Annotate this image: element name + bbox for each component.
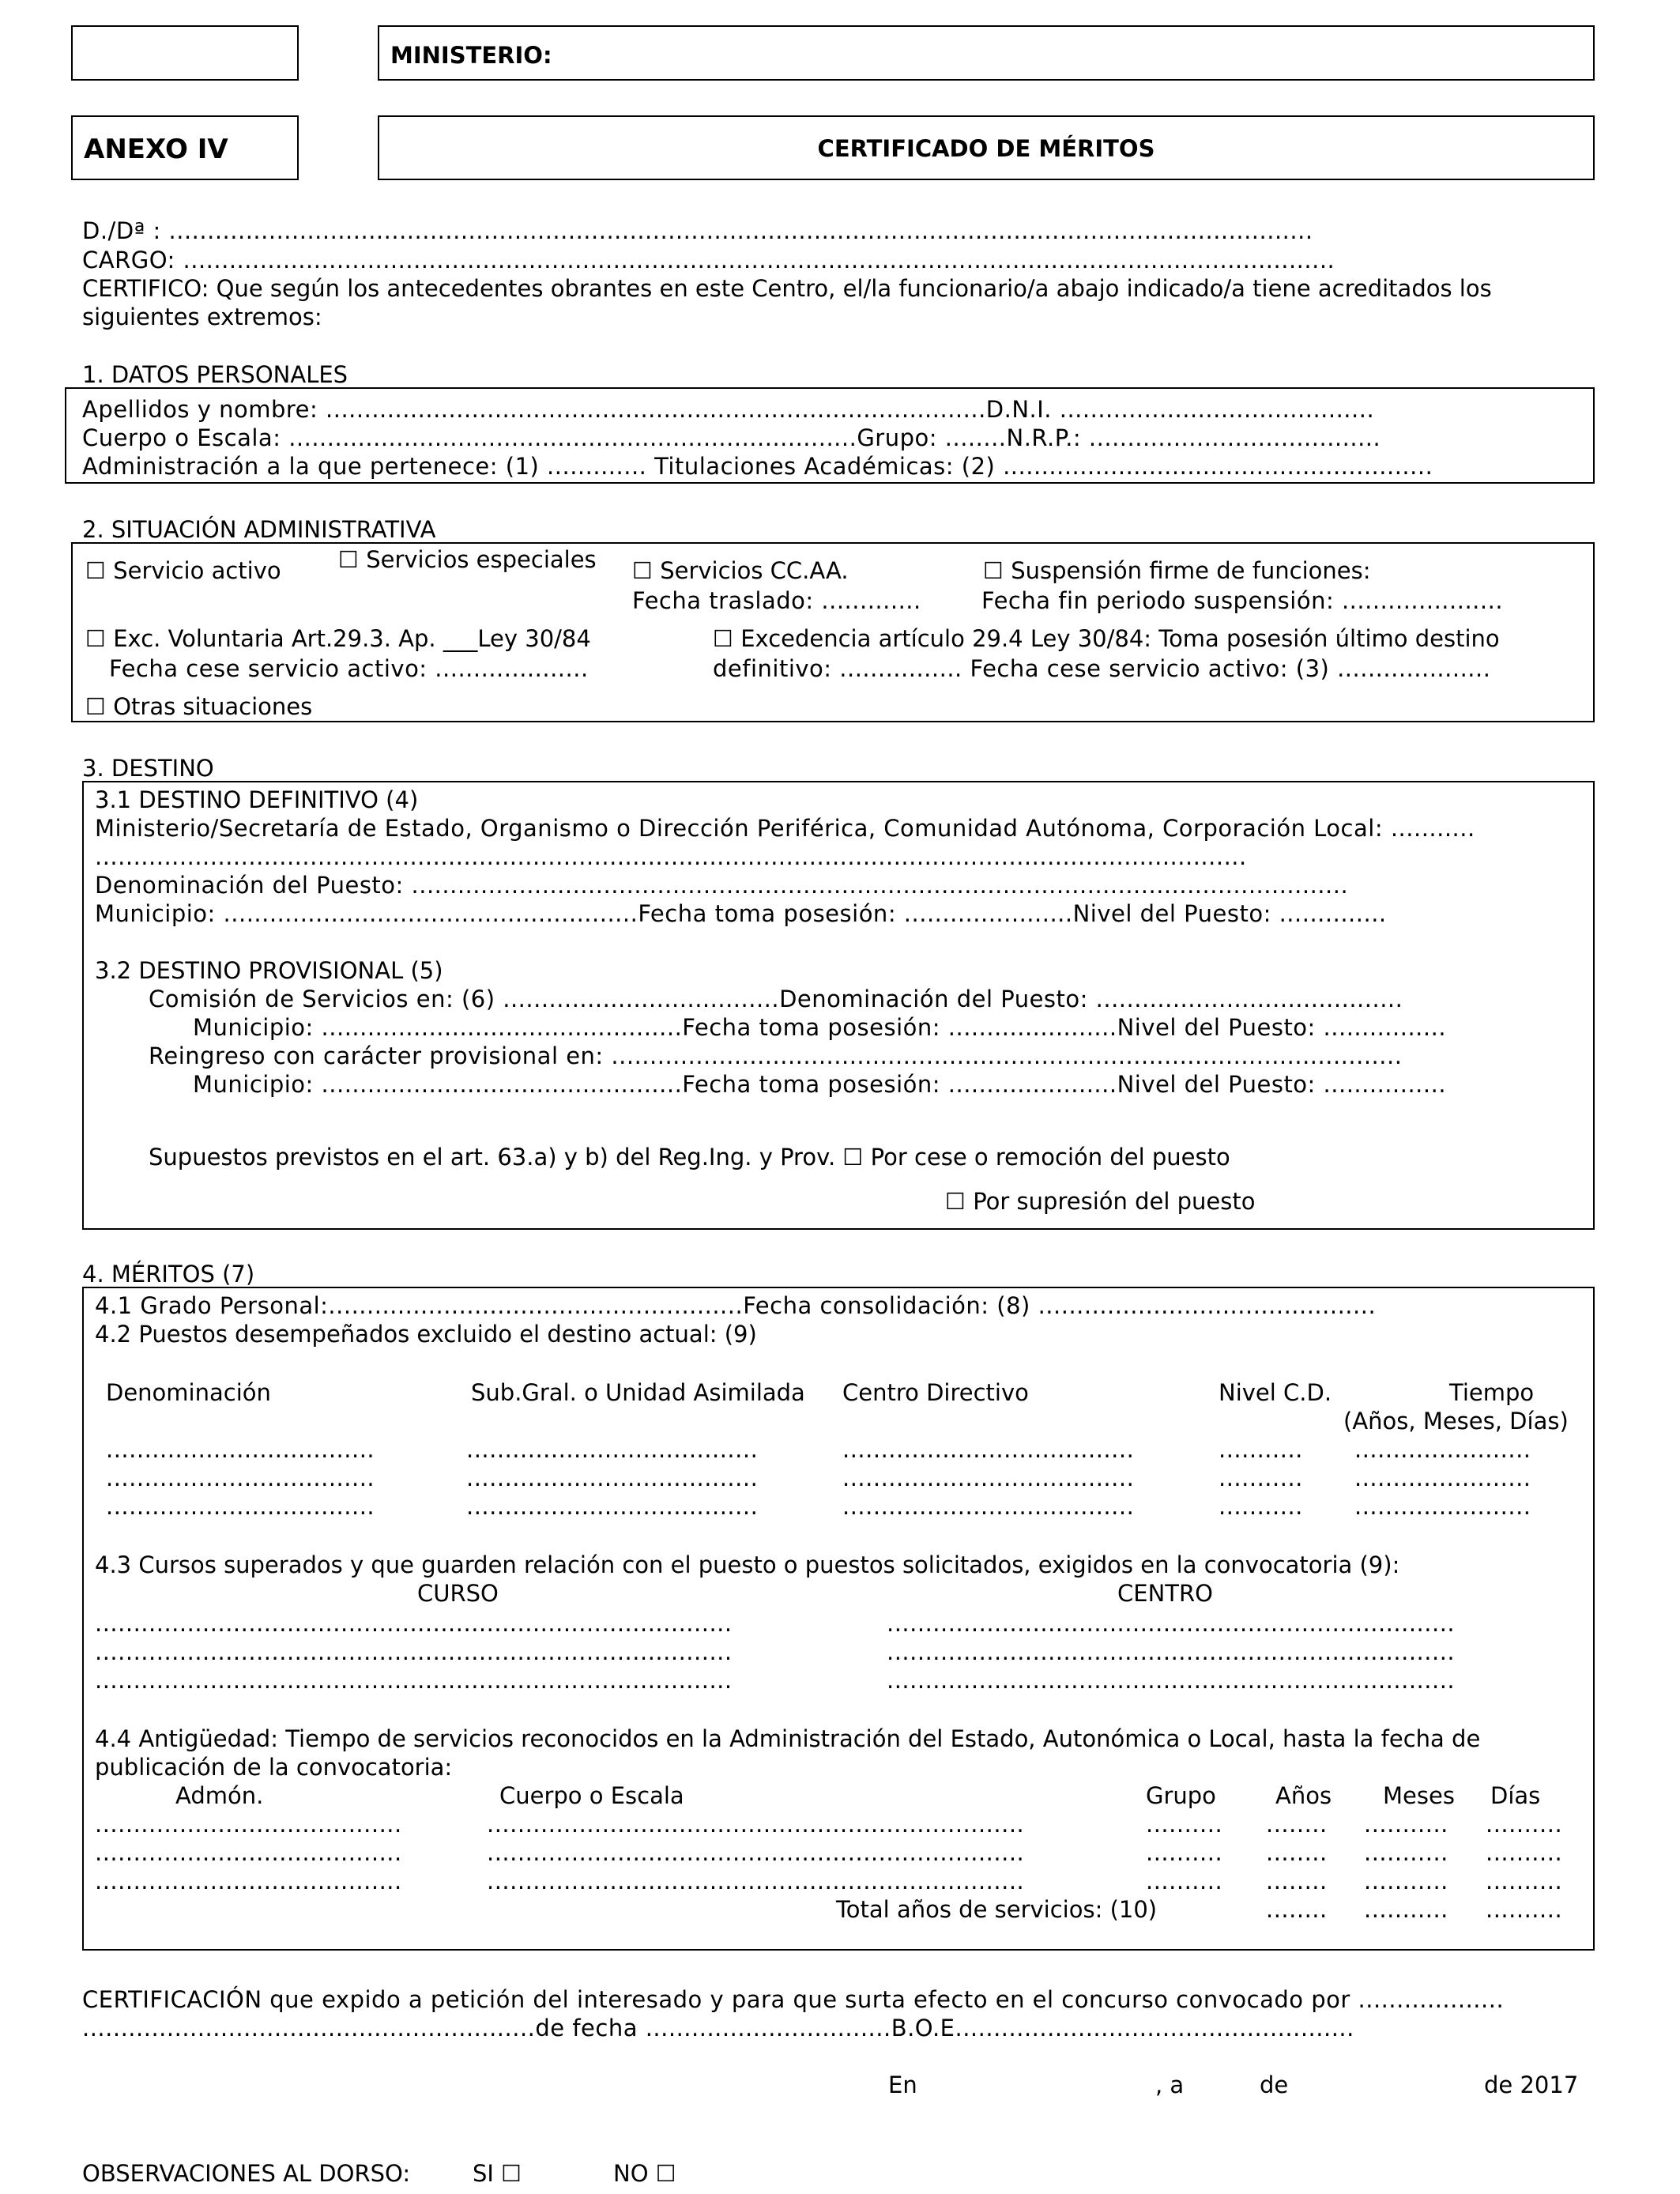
puesto-row-1-tiempo: ....................... — [1354, 1436, 1531, 1463]
servicios-ccaa-checkbox[interactable]: ☐ Servicios CC.AA. — [632, 557, 849, 584]
curso-centro-row-2: .......................................................................... — [887, 1638, 1456, 1665]
no-checkbox[interactable]: NO ☐ — [613, 2160, 676, 2187]
title-box — [378, 115, 1595, 180]
col-nivel-cd: Nivel C.D. — [1219, 1379, 1332, 1406]
section-4-heading: 4. MÉRITOS (7) — [82, 1261, 255, 1287]
antiguedad-row-1-admon: ........................................ — [95, 1811, 402, 1838]
col-denominacion: Denominación — [106, 1379, 271, 1406]
puesto-row-1-subgral: ...................................... — [466, 1436, 759, 1463]
servicios-especiales-checkbox[interactable]: ☐ Servicios especiales — [338, 546, 597, 573]
col-meses: Meses — [1383, 1782, 1455, 1809]
certificacion-line-2: ...........................................................de fecha ................................B.O.E.................................................... — [82, 2015, 1354, 2041]
cuerpo-line: Cuerpo o Escala: ..........................................................................Grupo: ........N.R.P.: ...................................... — [82, 424, 1381, 451]
antiguedad-row-1-anos: ........ — [1266, 1811, 1328, 1838]
curso-row-1: ................................................................................... — [95, 1610, 733, 1637]
col-subgral: Sub.Gral. o Unidad Asimilada — [471, 1379, 805, 1406]
antiguedad-line-1: 4.4 Antigüedad: Tiempo de servicios reconocidos en la Administración del Estado, Autonómica o Local, hasta la fecha de — [95, 1725, 1481, 1752]
col-tiempo-sub: (Años, Meses, Días) — [1343, 1408, 1569, 1434]
certifico-line-2: siguientes extremos: — [82, 303, 322, 330]
fecha-traslado-line: Fecha traslado: ............. — [632, 587, 921, 614]
anexo-label: ANEXO IV — [84, 134, 228, 165]
grado-personal-line: 4.1 Grado Personal:......................................................Fecha consolidación: (8) ............................................ — [95, 1292, 1377, 1319]
antiguedad-row-2-admon: ........................................ — [95, 1839, 402, 1866]
antiguedad-row-1-meses: ........... — [1364, 1811, 1448, 1838]
puesto-row-1-denominacion: ................................... — [106, 1436, 375, 1463]
antiguedad-row-1-cuerpo: ...................................................................... — [487, 1811, 1025, 1838]
datos-personales-box — [65, 387, 1595, 484]
section-1-heading: 1. DATOS PERSONALES — [82, 361, 348, 388]
total-anos: ........ — [1266, 1896, 1328, 1923]
puesto-row-3-centro: ...................................... — [842, 1493, 1135, 1520]
fecha-fin-suspension-line: Fecha fin periodo suspensión: ..................... — [981, 587, 1504, 614]
fecha-cese-line: Fecha cese servicio activo: .................... — [109, 655, 589, 682]
curso-centro-row-3: .......................................................................... — [887, 1667, 1456, 1694]
administracion-line: Administración a la que pertenece: (1) ............. Titulaciones Académicas: (2) ........................................................ — [82, 453, 1433, 480]
total-dias: .......... — [1486, 1896, 1563, 1923]
excedencia-checkbox[interactable]: ☐ Excedencia artículo 29.4 Ley 30/84: Toma posesión último destino — [713, 625, 1500, 652]
antiguedad-line-2: publicación de la convocatoria: — [95, 1754, 453, 1781]
total-meses: ........... — [1364, 1896, 1448, 1923]
puesto-row-1-nivel: ........... — [1219, 1436, 1303, 1463]
destino-definitivo-heading: 3.1 DESTINO DEFINITIVO (4) — [95, 786, 419, 813]
curso-centro-row-1: .......................................................................... — [887, 1610, 1456, 1637]
antiguedad-row-2-cuerpo: ...................................................................... — [487, 1839, 1025, 1866]
col-tiempo: Tiempo — [1449, 1379, 1535, 1406]
puesto-row-3-denominacion: ................................... — [106, 1493, 375, 1520]
puesto-row-3-tiempo: ....................... — [1354, 1493, 1531, 1520]
antiguedad-row-3-meses: ........... — [1364, 1868, 1448, 1894]
otras-situaciones-checkbox[interactable]: ☐ Otras situaciones — [85, 693, 313, 720]
en-label: En — [888, 2071, 917, 2098]
antiguedad-row-2-grupo: .......... — [1146, 1839, 1223, 1866]
reingreso-line: Reingreso con carácter provisional en: ....................................................................................................... — [149, 1042, 1403, 1069]
antiguedad-row-1-grupo: .......... — [1146, 1811, 1223, 1838]
exc-voluntaria-checkbox[interactable]: ☐ Exc. Voluntaria Art.29.3. Ap. ___Ley 30/84 — [85, 625, 591, 652]
dotted-continuation-line: ...................................................................................................................................................... — [95, 843, 1247, 870]
municipio-comision-line: Municipio: ...............................................Fecha toma posesión: ......................Nivel del Puesto: ................ — [193, 1014, 1447, 1041]
apellidos-line: Apellidos y nombre: ......................................................................................D.N.I. ......................................... — [82, 396, 1375, 423]
ministerio-box — [378, 25, 1595, 81]
certifico-line-1: CERTIFICO: Que según los antecedentes obrantes en este Centro, el/la funcionario/a abajo indicado/a tiene acreditados los — [82, 275, 1492, 302]
antiguedad-row-2-meses: ........... — [1364, 1839, 1448, 1866]
section-3-heading: 3. DESTINO — [82, 755, 214, 782]
col-centro-directivo: Centro Directivo — [842, 1379, 1029, 1406]
antiguedad-row-1-dias: .......... — [1486, 1811, 1563, 1838]
total-anos-label: Total años de servicios: (10) — [836, 1896, 1158, 1923]
antiguedad-row-3-dias: .......... — [1486, 1868, 1563, 1894]
puesto-row-2-tiempo: ....................... — [1354, 1465, 1531, 1491]
puesto-row-1-centro: ...................................... — [842, 1436, 1135, 1463]
supuestos-line[interactable]: Supuestos previstos en el art. 63.a) y b) del Reg.Ing. y Prov. ☐ Por cese o remoción del puesto — [149, 1144, 1230, 1171]
observaciones-label: OBSERVACIONES AL DORSO: — [82, 2160, 411, 2187]
col-cuerpo-escala: Cuerpo o Escala — [499, 1782, 684, 1809]
municipio-definitivo-line: Municipio: ......................................................Fecha toma posesión: ......................Nivel del Puesto: .............. — [95, 900, 1387, 927]
ministerio-secretaria-line: Ministerio/Secretaría de Estado, Organismo o Dirección Periférica, Comunidad Autónoma, Corporación Local: ........... — [95, 815, 1475, 842]
servicio-activo-checkbox[interactable]: ☐ Servicio activo — [85, 557, 281, 584]
col-grupo: Grupo — [1146, 1782, 1216, 1809]
supresion-checkbox[interactable]: ☐ Por supresión del puesto — [945, 1188, 1256, 1215]
section-2-heading: 2. SITUACIÓN ADMINISTRATIVA — [82, 516, 436, 543]
curso-row-3: ................................................................................... — [95, 1667, 733, 1694]
destino-box — [82, 781, 1595, 1230]
col-anos: Años — [1275, 1782, 1332, 1809]
excedencia-fecha-line: definitivo: ................ Fecha cese servicio activo: (3) .................... — [713, 655, 1491, 682]
de-label: de — [1260, 2071, 1289, 2098]
comision-servicios-line: Comisión de Servicios en: (6) ....................................Denominación del Puesto: ........................................ — [149, 986, 1403, 1012]
dd-line: D./Dª : ..................................................................................................................................................... — [82, 217, 1313, 244]
puesto-row-2-nivel: ........... — [1219, 1465, 1303, 1491]
puesto-row-2-centro: ...................................... — [842, 1465, 1135, 1491]
col-centro-curso: CENTRO — [1117, 1580, 1213, 1607]
antiguedad-row-3-admon: ........................................ — [95, 1868, 402, 1894]
antiguedad-row-3-grupo: .......... — [1146, 1868, 1223, 1894]
meritos-box — [82, 1287, 1595, 1951]
document-title: CERTIFICADO DE MÉRITOS — [817, 135, 1155, 162]
denominacion-puesto-line: Denominación del Puesto: .......................................................................................................................... — [95, 872, 1349, 899]
col-admon: Admón. — [175, 1782, 264, 1809]
cursos-line: 4.3 Cursos superados y que guarden relación con el puesto o puestos solicitados, exigidos en la convocatoria (9): — [95, 1551, 1400, 1578]
anexo-box — [71, 115, 299, 180]
antiguedad-row-3-cuerpo: ...................................................................... — [487, 1868, 1025, 1894]
de-year-label: de 2017 — [1484, 2071, 1579, 2098]
a-label: , a — [1155, 2071, 1185, 2098]
destino-provisional-heading: 3.2 DESTINO PROVISIONAL (5) — [95, 957, 443, 984]
blank-header-box — [71, 25, 299, 81]
si-checkbox[interactable]: SI ☐ — [473, 2160, 522, 2187]
antiguedad-row-2-anos: ........ — [1266, 1839, 1328, 1866]
cargo-line: CARGO: ...................................................................................................................................................... — [82, 247, 1335, 273]
antiguedad-row-3-anos: ........ — [1266, 1868, 1328, 1894]
suspension-checkbox[interactable]: ☐ Suspensión firme de funciones: — [983, 557, 1371, 584]
certificacion-line-1: CERTIFICACIÓN que expido a petición del interesado y para que surta efecto en el concurso convocado por ................... — [82, 1986, 1505, 2013]
col-curso: CURSO — [417, 1580, 499, 1607]
municipio-reingreso-line: Municipio: ...............................................Fecha toma posesión: ......................Nivel del Puesto: ................ — [193, 1071, 1447, 1098]
antiguedad-row-2-dias: .......... — [1486, 1839, 1563, 1866]
ministerio-label: MINISTERIO: — [390, 42, 552, 69]
curso-row-2: ................................................................................... — [95, 1638, 733, 1665]
col-dias: Días — [1490, 1782, 1541, 1809]
puesto-row-2-subgral: ...................................... — [466, 1465, 759, 1491]
puesto-row-3-nivel: ........... — [1219, 1493, 1303, 1520]
puesto-row-3-subgral: ...................................... — [466, 1493, 759, 1520]
puesto-row-2-denominacion: ................................... — [106, 1465, 375, 1491]
situacion-box — [71, 542, 1595, 722]
puestos-desempenados-line: 4.2 Puestos desempeñados excluido el destino actual: (9) — [95, 1321, 757, 1348]
